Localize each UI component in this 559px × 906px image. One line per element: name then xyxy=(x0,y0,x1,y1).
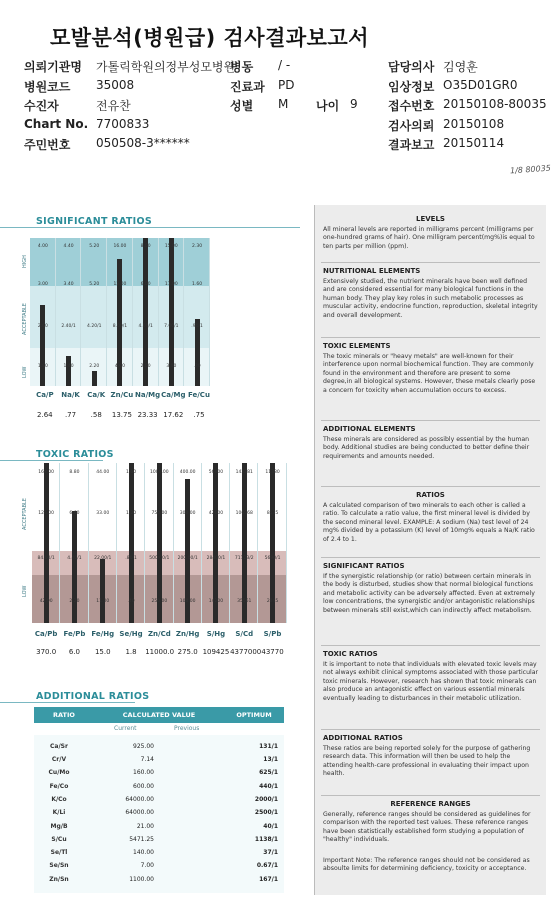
explanation-divider xyxy=(321,645,540,646)
tox-marker: 11.00 xyxy=(96,599,110,605)
tox-value-label-4: 11000.0 xyxy=(145,648,175,656)
tox-marker: 400.00 xyxy=(179,469,196,475)
tox-bar-fe-hg xyxy=(100,559,105,623)
sig-marker: 6.00 xyxy=(140,282,151,288)
cell-ratio: Ca/Sr xyxy=(50,742,68,750)
cell-optimum: 40/1 xyxy=(263,822,278,830)
explanation-divider xyxy=(321,337,540,338)
cell-optimum: 2000/1 xyxy=(254,795,278,803)
sig-marker: 16.00 xyxy=(113,243,127,249)
table-row xyxy=(34,860,284,873)
report-title: 모발분석(병원급) 검사결과보고서 xyxy=(50,26,370,50)
sig-marker: 1.40 xyxy=(63,363,74,369)
tox-marker: .80/1 xyxy=(125,556,137,561)
explanation-divider xyxy=(321,486,540,487)
sig-marker: .20 xyxy=(193,363,201,369)
sig-marker: 8.00/1 xyxy=(112,323,128,329)
explanation-text-0: All mineral levels are reported in milligrams percent (milligrams per one-hundred grams of hair). One milligram percent(mg%)is equal to ten parts per million (ppm). xyxy=(323,226,535,250)
sig-marker: 3.00 xyxy=(166,363,177,369)
sig-bar-ca-k xyxy=(92,371,97,386)
sig-gridline xyxy=(55,238,56,386)
explanation-text-2: The toxic minerals or "heavy metals" are well-known for their interference upon normal biochemical function. They are commonly found in the environment and therefore are present to some degree,in all biological systems. However, these metals clearly pose a concern for toxicity when accumulation occurs to excess. xyxy=(323,353,536,394)
tox-category-label-6: S/Hg xyxy=(206,630,226,638)
mid-label-1: 진료과 xyxy=(230,79,265,94)
tox-marker: 126.00 xyxy=(38,511,55,517)
explanation-text-9: Important Note: The reference ranges should not be considered as absoulte limits for determining deficiency, toxicity or acceptance. xyxy=(323,857,530,873)
significant-ratios-chart xyxy=(30,238,210,386)
explanation-heading-8: REFERENCE RANGES xyxy=(390,800,471,808)
sig-marker: 2.30 xyxy=(192,243,203,249)
table-row xyxy=(34,873,284,886)
cell-ratio: Se/Sn xyxy=(49,862,69,870)
col-previous: Previous xyxy=(174,725,200,732)
sig-gridline xyxy=(80,238,81,386)
cell-ratio: Cr/V xyxy=(51,756,67,764)
explanation-text-3: These minerals are considered as possibly essential by the human body. Additional studies are being conducted to better define their requirements and amounts needed. xyxy=(323,436,530,460)
table-row xyxy=(34,793,284,806)
cell-ratio: Se/Tl xyxy=(50,849,68,857)
col-current: Current xyxy=(114,725,137,732)
left-label-1: 병원코드 xyxy=(24,79,71,94)
tox-marker: 300.00 xyxy=(179,511,196,517)
cell-ratio: K/Li xyxy=(52,809,66,817)
right-label-0: 담당의사 xyxy=(388,60,435,74)
sig-marker: 5.20 xyxy=(89,243,100,249)
explanation-divider xyxy=(321,729,540,730)
sig-category-label-6: Fe/Cu xyxy=(188,391,210,399)
explanation-heading-2: TOXIC ELEMENTS xyxy=(323,342,391,350)
cell-current: 7.00 xyxy=(140,862,154,870)
table-row xyxy=(34,753,284,766)
explanation-heading-3: ADDITIONAL ELEMENTS xyxy=(323,425,416,433)
tox-category-label-8: S/Pb xyxy=(263,630,282,638)
cell-ratio: Fe/Co xyxy=(49,782,69,790)
cell-ratio: Mg/B xyxy=(50,822,68,830)
tox-marker: 56800 xyxy=(208,469,224,475)
tox-gridline xyxy=(201,463,202,623)
cell-optimum: 131/1 xyxy=(259,742,278,750)
tox-marker: 168.00 xyxy=(38,469,55,475)
cell-current: 160.00 xyxy=(133,769,154,777)
left-label-2: 수진자 xyxy=(24,99,59,113)
sig-gridline xyxy=(132,238,133,386)
cell-current: 21.00 xyxy=(136,822,154,830)
left-label-4: 주민번호 xyxy=(24,138,71,152)
right-value-4: 20150114 xyxy=(443,136,505,150)
sig-bar-na-k xyxy=(66,356,71,386)
explanation-text-4: A calculated comparison of two minerals to each other is called a ratio. To calculate a ratio value, the first mineral level is divided by the second mineral level. EXAMPLE: A sodium (Na) test level of 24 mg% divided by a potassium (K) level of 10mg% equals a Na/K ratio of 2.4 to 1. xyxy=(323,502,535,543)
explanation-text-1: Extensively studied, the nutrient minerals have been well defined and are considered essential for many biological functions in the human body. They play key roles in such metabolic processes as muscular activity, endocrine function, reproduction, skeletal integrity and overall development. xyxy=(323,278,538,319)
cell-optimum: 2500/1 xyxy=(254,809,278,817)
table-row xyxy=(34,807,284,820)
additional-ratios-rule xyxy=(0,702,135,703)
mid-value-2: M xyxy=(278,97,289,111)
tox-marker: 100.00 xyxy=(179,599,196,605)
left-value-4: 050508-3****** xyxy=(96,136,190,150)
tox-category-label-2: Fe/Hg xyxy=(91,630,115,638)
cell-current: 925.00 xyxy=(133,742,154,750)
tox-category-label-7: S/Cd xyxy=(235,630,254,638)
tox-gridline xyxy=(257,463,258,623)
sig-category-label-4: Na/Mg xyxy=(135,391,161,399)
sig-value-label-6: .75 xyxy=(193,411,205,419)
sig-bar-fe-cu xyxy=(195,319,200,386)
table-row xyxy=(34,833,284,846)
explanation-heading-5: SIGNIFICANT RATIOS xyxy=(323,562,405,570)
tox-value-label-7: 4377000 xyxy=(230,648,262,656)
explanation-divider xyxy=(321,557,540,558)
table-row xyxy=(34,740,284,753)
tox-marker: 1000.00 xyxy=(150,469,169,475)
sig-acceptable-label: ACCEPTABLE xyxy=(22,303,28,335)
sig-category-label-1: Na/K xyxy=(61,391,80,399)
tox-marker: 200.00/1 xyxy=(177,556,198,561)
sig-gridline xyxy=(106,238,107,386)
tox-marker: 500.00/1 xyxy=(149,556,170,561)
sig-value-label-2: .58 xyxy=(90,411,102,419)
sig-marker: 11.00 xyxy=(164,282,178,288)
tox-marker: 28400/1 xyxy=(206,556,226,561)
table-row xyxy=(34,820,284,833)
right-label-4: 결과보고 xyxy=(388,138,435,152)
tox-category-label-3: Se/Hg xyxy=(119,630,143,638)
sig-marker: 2.40/1 xyxy=(61,323,76,329)
cell-current: 140.00 xyxy=(133,849,154,857)
age-value: 9 xyxy=(350,97,358,111)
cell-optimum: 167/1 xyxy=(259,875,278,883)
sig-high-label: HIGH xyxy=(22,255,28,268)
sig-category-label-3: Zn/Cu xyxy=(110,391,134,399)
right-value-3: 20150108 xyxy=(443,116,505,131)
cell-current: 64000.00 xyxy=(125,809,154,817)
tox-gridline xyxy=(229,463,230,623)
mid-label-0: 병동 xyxy=(230,60,254,74)
sig-marker: 15.00 xyxy=(164,243,178,249)
tox-acceptable-label: ACCEPTABLE xyxy=(22,498,28,530)
tox-value-label-3: 1.8 xyxy=(125,648,137,656)
tox-marker: 2845 xyxy=(266,599,279,605)
left-value-3: 7700833 xyxy=(96,116,150,131)
explanation-heading-0: LEVELS xyxy=(416,215,445,223)
sig-marker: 4.00 xyxy=(114,363,125,369)
tox-category-label-5: Zn/Hg xyxy=(175,630,200,638)
additional-ratios-title: ADDITIONAL RATIOS xyxy=(36,691,150,702)
toxic-ratios-chart xyxy=(32,463,287,623)
tox-value-label-2: 15.0 xyxy=(94,648,111,656)
sig-marker: 2.00 xyxy=(140,363,151,369)
tox-value-label-6: 109425 xyxy=(202,648,230,656)
explanation-divider xyxy=(321,420,540,421)
explanation-heading-6: TOXIC RATIOS xyxy=(323,650,378,658)
tox-marker: 35561 xyxy=(237,599,252,605)
cell-ratio: Cu/Mo xyxy=(48,769,70,777)
tox-category-label-1: Fe/Pb xyxy=(63,630,86,638)
sig-marker: 5.20 xyxy=(89,282,100,288)
tox-value-label-8: 43770 xyxy=(261,648,284,656)
sig-marker: 12.00 xyxy=(113,282,127,288)
tox-marker: 6.60 xyxy=(69,511,80,517)
cell-current: 600.00 xyxy=(133,782,154,790)
tox-marker: 1.20 xyxy=(126,511,137,517)
tox-marker: 44.00 xyxy=(96,469,110,475)
sig-marker: 4.00 xyxy=(37,243,48,249)
tox-marker: 11380 xyxy=(265,469,280,475)
mid-value-0: / - xyxy=(278,58,291,72)
right-value-1: O35D01GR0 xyxy=(443,77,518,92)
sig-marker: 8.00 xyxy=(140,243,151,249)
sig-marker: 7.00/1 xyxy=(164,323,179,329)
explanation-heading-4: RATIOS xyxy=(416,491,445,499)
right-value-2: 20150108-80035 xyxy=(443,97,547,111)
table-row xyxy=(34,780,284,793)
tox-marker: 14200 xyxy=(208,599,224,605)
tox-marker: 142281 xyxy=(235,469,253,475)
cell-optimum: 440/1 xyxy=(259,782,278,790)
cell-current: 5471.25 xyxy=(129,835,154,843)
tox-gridline xyxy=(286,463,287,623)
left-value-0: 가톨릭학원의정부성모병원 xyxy=(96,60,236,74)
scan-note: 1/8 80035 xyxy=(509,163,552,176)
table-row xyxy=(34,846,284,859)
tox-gridline xyxy=(144,463,145,623)
tox-bar-fe-pb xyxy=(72,511,77,623)
sig-category-label-5: Ca/Mg xyxy=(161,391,186,399)
tox-marker: 33.00 xyxy=(96,511,110,517)
sig-category-label-0: Ca/P xyxy=(36,391,54,399)
sig-bar-ca-p xyxy=(40,305,45,386)
tox-category-label-0: Ca/Pb xyxy=(34,630,58,638)
explanation-text-5: If the synergistic relationship (or ratio) between certain minerals in the body is disturbed, studies show that normal biological functions and metabolic activity can be adversely affected. Even at extremely low concentrations, the synergistic and/or antagonistic relationships between minerals still exist,which can indirectly affect metabolism. xyxy=(323,573,535,614)
col-optimum: OPTIMUM xyxy=(236,711,272,719)
sig-value-label-1: .77 xyxy=(64,411,77,419)
sig-low-label: LOW xyxy=(22,366,28,378)
sig-gridline xyxy=(183,238,184,386)
table-row xyxy=(34,767,284,780)
sig-value-label-0: 2.64 xyxy=(37,411,53,419)
tox-value-label-5: 275.0 xyxy=(177,648,198,656)
cell-current: 7.14 xyxy=(140,756,154,764)
cell-ratio: K/Co xyxy=(51,795,67,803)
tox-marker: 71123/2 xyxy=(234,556,254,561)
sig-marker: 4.20/1 xyxy=(87,323,102,329)
right-value-0: 김영훈 xyxy=(443,60,478,74)
tox-marker: 750.00 xyxy=(151,511,168,517)
sig-marker: 4.00/1 xyxy=(138,323,153,329)
cell-optimum: 13/1 xyxy=(263,756,278,764)
sig-value-label-4: 23.33 xyxy=(137,411,158,419)
tox-marker: .40 xyxy=(127,599,135,605)
tox-category-label-4: Zn/Cd xyxy=(147,630,171,638)
tox-gridline xyxy=(59,463,60,623)
tox-marker: 106968 xyxy=(235,511,253,517)
mid-label-2: 성별 xyxy=(230,99,254,113)
sig-category-label-2: Ca/K xyxy=(87,391,106,399)
tox-marker: 8535 xyxy=(266,511,279,517)
tox-gridline xyxy=(173,463,174,623)
left-value-2: 전유찬 xyxy=(96,99,131,113)
sig-marker: 1.80 xyxy=(37,363,48,369)
tox-gridline xyxy=(116,463,117,623)
age-label: 나이 xyxy=(316,99,340,113)
tox-marker: 84.00/1 xyxy=(37,556,55,561)
sig-marker: .90/1 xyxy=(191,323,203,329)
tox-marker: 42.00 xyxy=(39,599,53,605)
tox-value-label-0: 370.0 xyxy=(36,648,57,656)
left-label-0: 의뢰기관명 xyxy=(24,60,82,74)
cell-optimum: 37/1 xyxy=(263,849,278,857)
tox-marker: 42600 xyxy=(208,511,224,517)
sig-value-label-5: 17.62 xyxy=(163,411,184,419)
cell-optimum: 625/1 xyxy=(259,769,278,777)
sig-marker: 3.40 xyxy=(63,282,74,288)
explanation-panel xyxy=(314,205,546,895)
col-ratio: RATIO xyxy=(53,711,75,719)
tox-value-label-1: 6.0 xyxy=(68,648,81,656)
tox-marker: 1.60 xyxy=(126,469,137,475)
tox-low-label: LOW xyxy=(22,585,28,597)
explanation-divider xyxy=(321,262,540,263)
tox-marker: 5690/1 xyxy=(264,556,281,561)
tox-gridline xyxy=(88,463,89,623)
right-label-1: 임상정보 xyxy=(388,79,435,94)
additional-ratios-subheader xyxy=(34,725,284,735)
explanation-heading-7: ADDITIONAL RATIOS xyxy=(323,734,403,742)
additional-ratios-header xyxy=(34,707,284,723)
explanation-divider xyxy=(321,795,540,796)
mid-value-1: PD xyxy=(278,77,295,92)
sig-marker: 2.20 xyxy=(89,363,100,369)
significant-ratios-title: SIGNIFICANT RATIOS xyxy=(36,216,153,227)
cell-ratio: S/Cu xyxy=(51,835,67,843)
sig-gridline xyxy=(209,238,210,386)
sig-marker: 3.00 xyxy=(37,282,48,288)
tox-marker: 22.00/1 xyxy=(94,556,112,561)
cell-ratio: Zn/Sn xyxy=(49,875,69,883)
left-value-1: 35008 xyxy=(96,77,135,92)
tox-marker: 250.00 xyxy=(151,599,168,605)
sig-marker: 4.40 xyxy=(63,243,74,249)
tox-marker: 8.80 xyxy=(69,469,80,475)
left-label-3: Chart No. xyxy=(24,116,89,131)
cell-current: 1100.00 xyxy=(129,875,154,883)
sig-value-label-3: 13.75 xyxy=(111,411,132,419)
explanation-text-7: These ratios are being reported solely for the purpose of gathering research data. This information will then be used to help the attending health-care professional in evaluating their impact upon health. xyxy=(323,745,531,778)
explanation-heading-1: NUTRITIONAL ELEMENTS xyxy=(323,267,421,275)
sig-marker: 2.60 xyxy=(37,323,48,329)
sig-gridline xyxy=(158,238,159,386)
cell-optimum: 0.67/1 xyxy=(256,862,278,870)
cell-current: 64000.00 xyxy=(125,795,154,803)
toxic-ratios-rule xyxy=(0,460,103,461)
tox-marker: 4.40/1 xyxy=(67,556,82,561)
sig-marker: 1.60 xyxy=(192,282,203,288)
right-label-2: 접수번호 xyxy=(388,99,435,113)
toxic-ratios-title: TOXIC RATIOS xyxy=(36,449,114,460)
right-label-3: 검사의뢰 xyxy=(388,118,435,133)
cell-optimum: 1138/1 xyxy=(254,835,278,843)
col-calculated: CALCULATED VALUE xyxy=(122,711,196,719)
explanation-text-6: It is important to note that individuals with elevated toxic levels may not always exhibit clinical symptoms associated with those particular toxic minerals. However, research has shown that toxic minerals can also produce an antagonistic effect on various essential minerals eventually leading to disturbances in their metabolic utilization. xyxy=(323,661,539,702)
significant-ratios-rule xyxy=(0,227,300,228)
explanation-text-8: Generally, reference ranges should be considered as guidelines for comparison with the reported test values. These reference ranges have been statistically established form studying a population of "healthy" individuals. xyxy=(323,811,531,844)
tox-marker: 2.20 xyxy=(69,599,80,605)
